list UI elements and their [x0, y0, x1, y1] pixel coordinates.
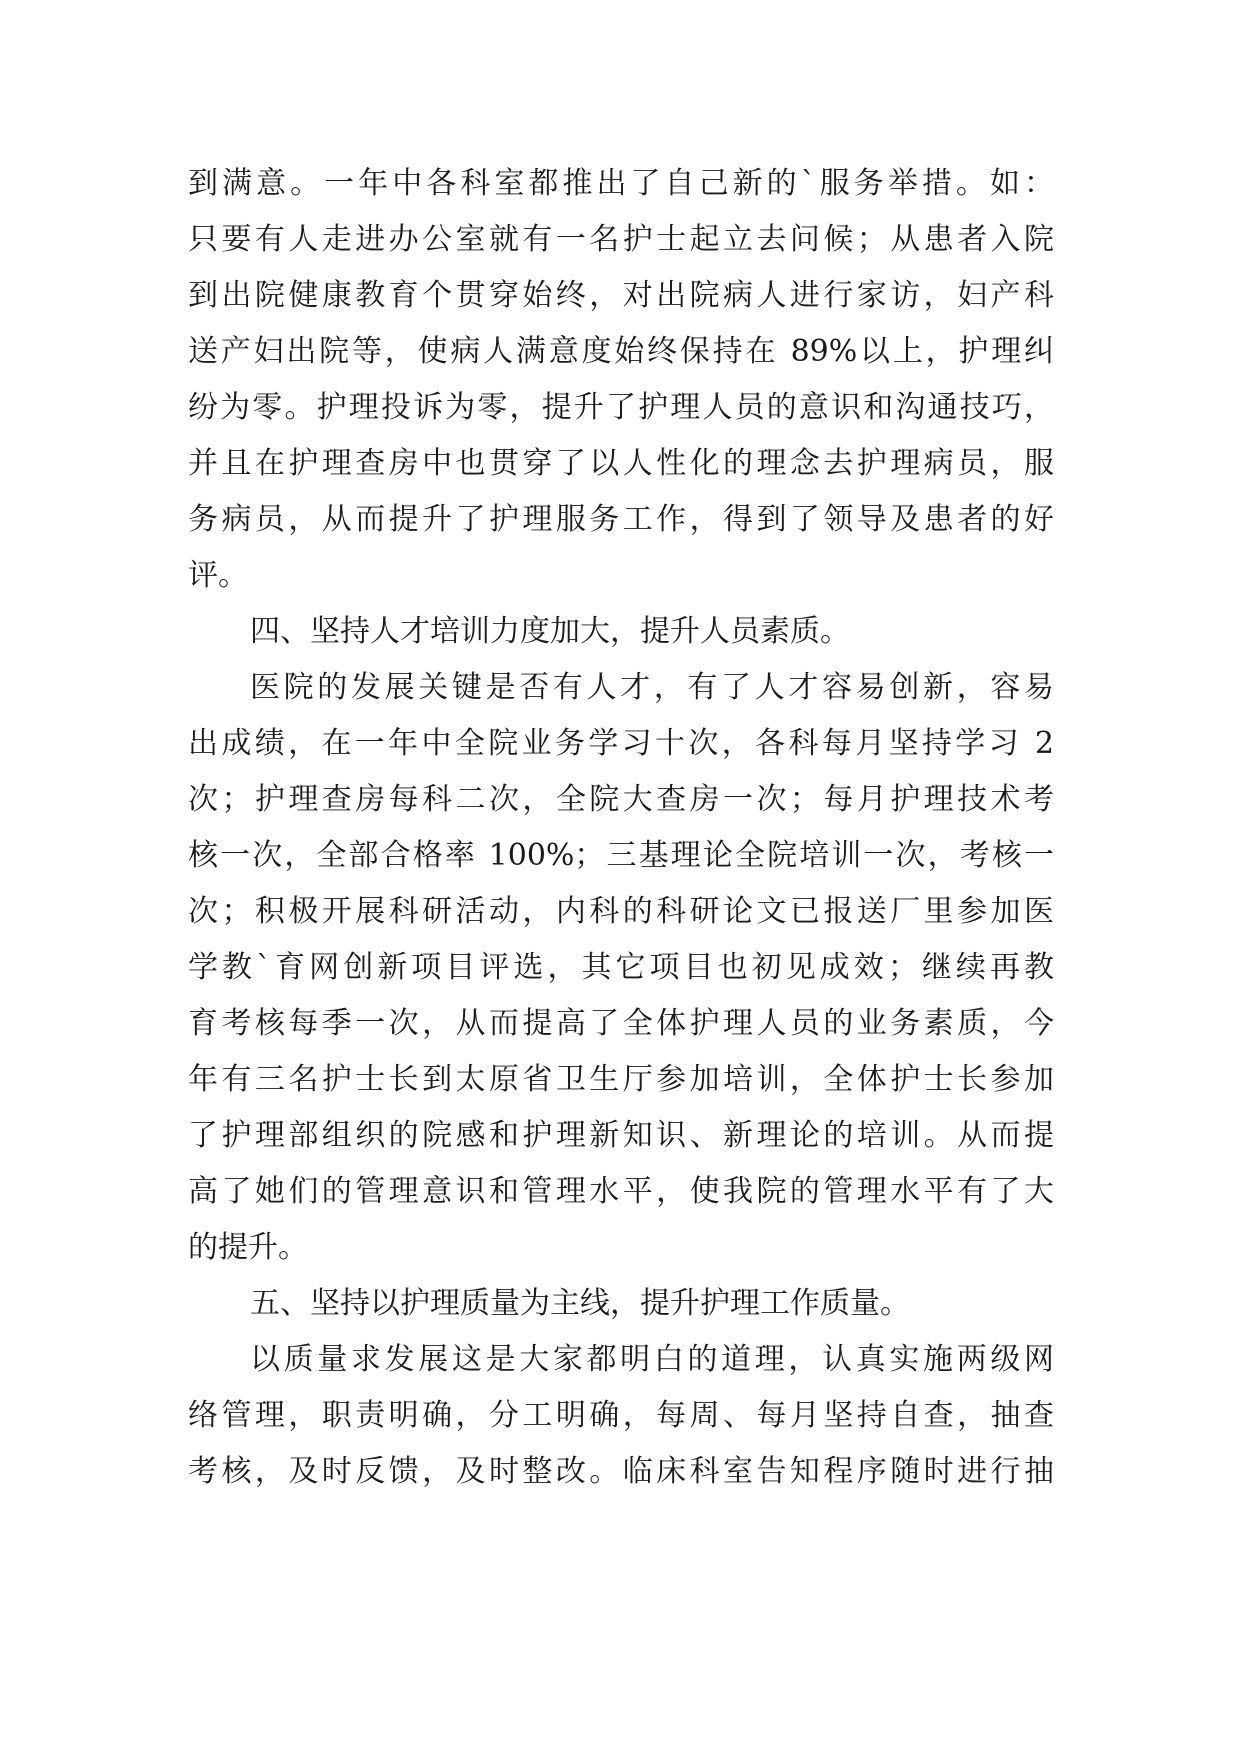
text-line: 到出院健康教育个贯穿始终，对出院病人进行家访，妇产科 [188, 278, 1054, 313]
text-line: 到满意。一年中各科室都推出了自己新的`服务举措。如： [188, 166, 1054, 201]
text-line: 五、坚持以护理质量为主线，提升护理工作质量。 [250, 1286, 910, 1321]
text-line: 核一次，全部合格率 100%；三基理论全院培训一次，考核一 [188, 838, 1054, 873]
text-line: 纷为零。护理投诉为零，提升了护理人员的意识和沟通技巧， [188, 390, 1054, 425]
text-line: 务病员，从而提升了护理服务工作，得到了领导及患者的好 [188, 502, 1054, 537]
body-text [188, 156, 1054, 1500]
text-line: 考核，及时反馈，及时整改。临床科室告知程序随时进行抽 [188, 1454, 1054, 1489]
text-line: 学教`育网创新项目评选，其它项目也初见成效；继续再教 [188, 950, 1054, 985]
text-line: 以质量求发展这是大家都明白的道理，认真实施两级网 [250, 1342, 1054, 1377]
text-line: 络管理，职责明确，分工明确，每周、每月坚持自查，抽查 [188, 1398, 1054, 1433]
text-line: 了护理部组织的院感和护理新知识、新理论的培训。从而提 [188, 1118, 1054, 1153]
text-line: 四、坚持人才培训力度加大，提升人员素质。 [250, 614, 850, 649]
text-line: 次；积极开展科研活动，内科的科研论文已报送厂里参加医 [188, 894, 1054, 929]
text-line: 送产妇出院等，使病人满意度始终保持在 89%以上，护理纠 [188, 334, 1054, 369]
text-line: 评。 [188, 558, 248, 593]
text-line: 次；护理查房每科二次，全院大查房一次；每月护理技术考 [188, 782, 1054, 817]
text-line: 育考核每季一次，从而提高了全体护理人员的业务素质，今 [188, 1006, 1054, 1041]
text-line: 高了她们的管理意识和管理水平，使我院的管理水平有了大 [188, 1174, 1054, 1209]
text-line: 医院的发展关键是否有人才，有了人才容易创新，容易 [250, 670, 1054, 705]
text-line: 年有三名护士长到太原省卫生厅参加培训，全体护士长参加 [188, 1062, 1054, 1097]
text-line: 出成绩，在一年中全院业务学习十次，各科每月坚持学习 2 [188, 726, 1054, 761]
text-line: 并且在护理查房中也贯穿了以人性化的理念去护理病员，服 [188, 446, 1054, 481]
text-line: 只要有人走进办公室就有一名护士起立去问候；从患者入院 [188, 222, 1054, 257]
text-line: 的提升。 [188, 1230, 308, 1265]
